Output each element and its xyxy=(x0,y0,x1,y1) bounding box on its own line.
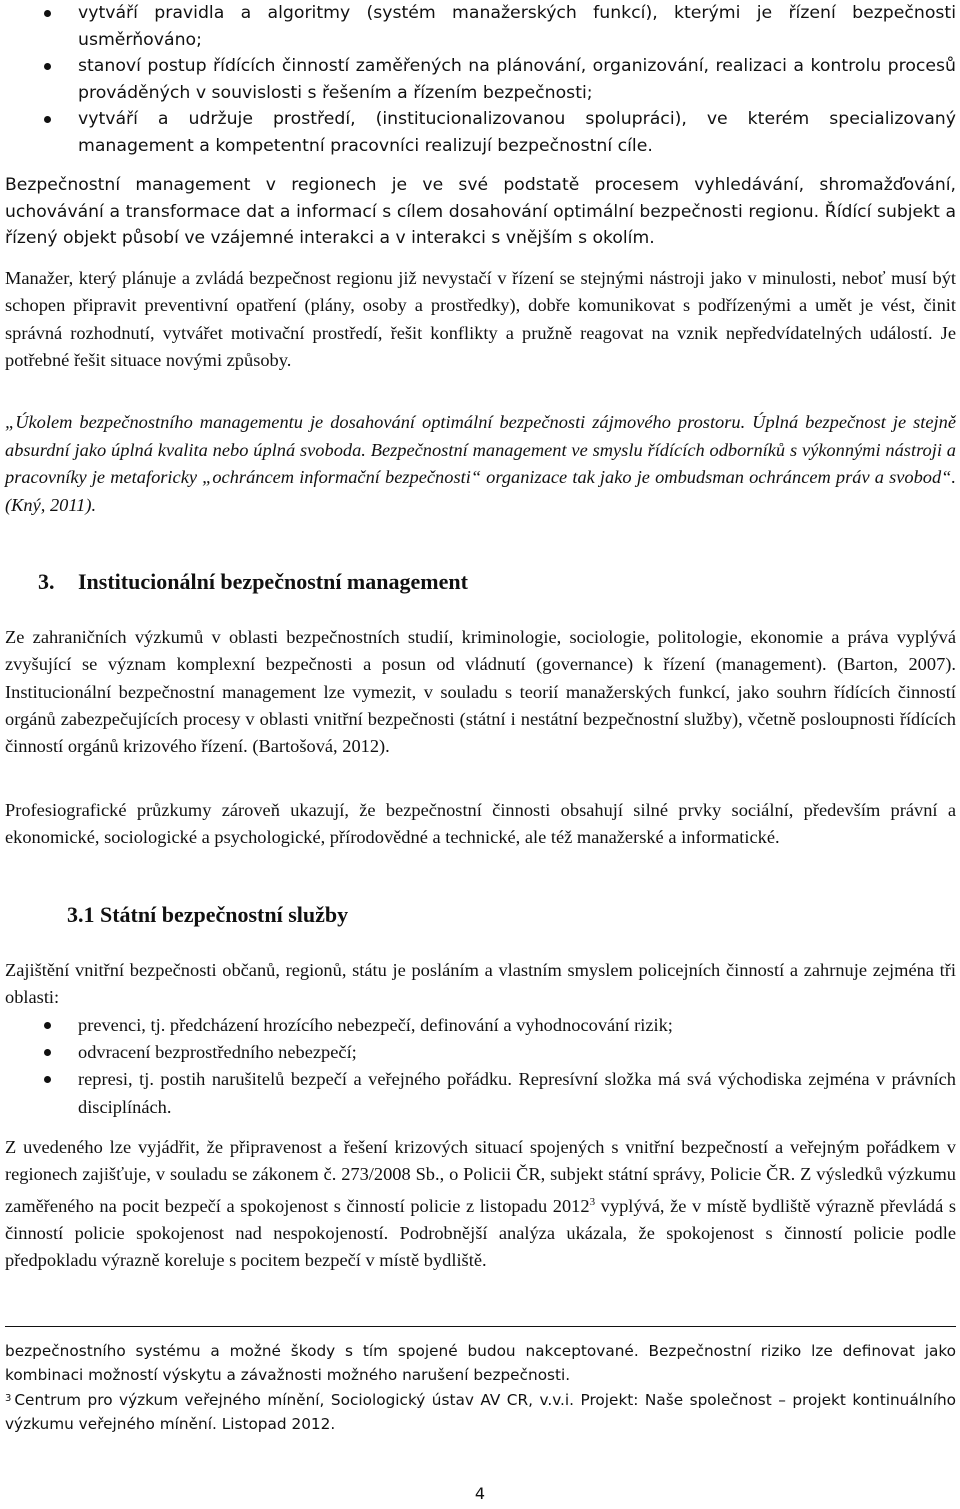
list-item: prevenci, tj. předcházení hrozícího nebezpečí, definování a vyhodnocování rizik; xyxy=(5,1012,956,1039)
footnote-reference[interactable]: 3 xyxy=(589,1195,596,1208)
footnote-divider xyxy=(5,1326,956,1327)
list-item: stanoví postup řídících činností zaměřených na plánování, organizování, realizaci a kontrolu procesů prováděných v souvislosti s řešením a řízením bezpečnosti; xyxy=(5,53,956,106)
paragraph-text: Z uvedeného lze vyjádřit, že připravenost a řešení krizových situací spojených s vnitřní bezpečností a veřejným pořádkem v regionech zajišťuje, v souladu se zákonem č. 273/2008 Sb., o Policii ČR, subjekt státní správy, Policie ČR. Z výsledků výzkumu zaměřeného na pocit bezpečí a spokojenost s činností policie z listopadu 2012 xyxy=(5,1137,956,1216)
paragraph-profesiographic: Profesiografické průzkumy zároveň ukazují, že bezpečnostní činnosti obsahují silné prvky sociální, především právní a ekonomické, sociologické a psychologické, přírodovědné a technické, ale též manažerské a informatické. xyxy=(5,800,956,848)
paragraph-quote-ukolem: „Úkolem bezpečnostního managementu je dosahování optimální bezpečnosti zájmového prostoru. Úplná bezpečnost je stejně absurdní jako úplná kvalita nebo úplná svoboda. Bezpečnostní management ve smyslu řídících odborníků s výkonnými nástroji a pracovníky je metaforicky „ochráncem informační bezpečnosti“ organizace tak jako je ombudsman ochráncem práv a svobod“. (Kný, 2011). xyxy=(5,412,956,515)
paragraph-manager: Manažer, který plánuje a zvládá bezpečnost regionu již nevystačí v řízení se stejnými nástroji jako v minulosti, neboť musí být schopen připravit preventivní opatření (plány, osoby a prostředky), dobře komunikovat s podřízenými a umět je vést, činit správná rozhodnutí, vytvářet motivační prostředí, řešit konflikty a pružně reagovat na vznik nepředvídatelných událostí. Je potřebné řešit situace novými způsoby. xyxy=(5,268,956,371)
security-management-bullet-list xyxy=(5,0,956,160)
section-title: Institucionální bezpečnostní management xyxy=(78,569,468,594)
footnote-continued: bezpečnostního systému a možné škody s tím spojené budou nakceptované. Bezpečnostní riziko lze definovat jako kombinaci možností výskytu a závažnosti možného narušení bezpečnosti. xyxy=(5,1342,956,1384)
list-item: vytváří a udržuje prostředí, (institucionalizovanou spolupráci), ve kterém specializovaný management a kompetentní pracovníci realizují bezpečnostní cíle. xyxy=(5,106,956,159)
list-item: odvracení bezprostředního nebezpečí; xyxy=(5,1039,956,1066)
list-item: vytváří pravidla a algoritmy (systém manažerských funkcí), kterými je řízení bezpečnosti usměrňováno; xyxy=(5,0,956,53)
paragraph-internal-security: Zajištění vnitřní bezpečnosti občanů, regionů, státu je posláním a vlastním smyslem policejních činností a zahrnuje zejména tři oblasti: xyxy=(5,960,956,1008)
footnote-3 xyxy=(5,1389,956,1437)
footnote-marker: 3 xyxy=(5,1393,12,1404)
paragraph-conclusion xyxy=(5,1134,956,1275)
section-heading-3 xyxy=(38,569,468,595)
paragraph-regional-management: Bezpečnostní management v regionech je ve své podstatě procesem vyhledávání, shromažďování, uchovávání a transformace dat a informací s cílem dosahování optimální bezpečnosti regionu. Řídící subjekt a řízený objekt působí ve vzájemné interakci a v interakci s vnějším s okolím. xyxy=(5,175,956,249)
list-item: represi, tj. postih narušitelů bezpečí a veřejného pořádku. Represívní složka má svá východiska zejména v právních disciplínách. xyxy=(5,1066,956,1120)
police-areas-bullet-list xyxy=(5,1012,956,1121)
paragraph-foreign-research: Ze zahraničních výzkumů v oblasti bezpečnostních studií, kriminologie, sociologie, politologie, ekonomie a práva vyplývá zvyšující se význam komplexní bezpečnosti a posun od vládnutí (governance) k řízení (management). (Barton, 2007). Institucionální bezpečnostní management lze vymezit, v souladu s teorií manažerských funkcí, jako souhrn řídících činností orgánů zabezpečujících procesy v oblasti vnitřní bezpečnosti (státní i nestátní bezpečnostní služby), včetně posloupnosti řídících činností orgánů krizového řízení. (Bartošová, 2012). xyxy=(5,627,956,757)
page-number: 4 xyxy=(474,1484,486,1503)
subsection-heading-3-1: 3.1 Státní bezpečnostní služby xyxy=(67,902,349,927)
paragraph-text: vyplývá, že v místě bydliště výrazně převládá s činností policie spokojenost nad nespokojeností. Podrobnější analýza ukázala, že spokojenost s činností policie podle předpokladu výrazně koreluje s pocitem bezpečí v místě bydliště. xyxy=(5,1195,956,1271)
footnote-text: Centrum pro výzkum veřejného mínění, Sociologický ústav AV CR, v.v.i. Projekt: Naše společnost – projekt kontinuálního výzkumu veřejného mínění. Listopad 2012. xyxy=(5,1391,956,1433)
section-number: 3. xyxy=(38,569,55,594)
